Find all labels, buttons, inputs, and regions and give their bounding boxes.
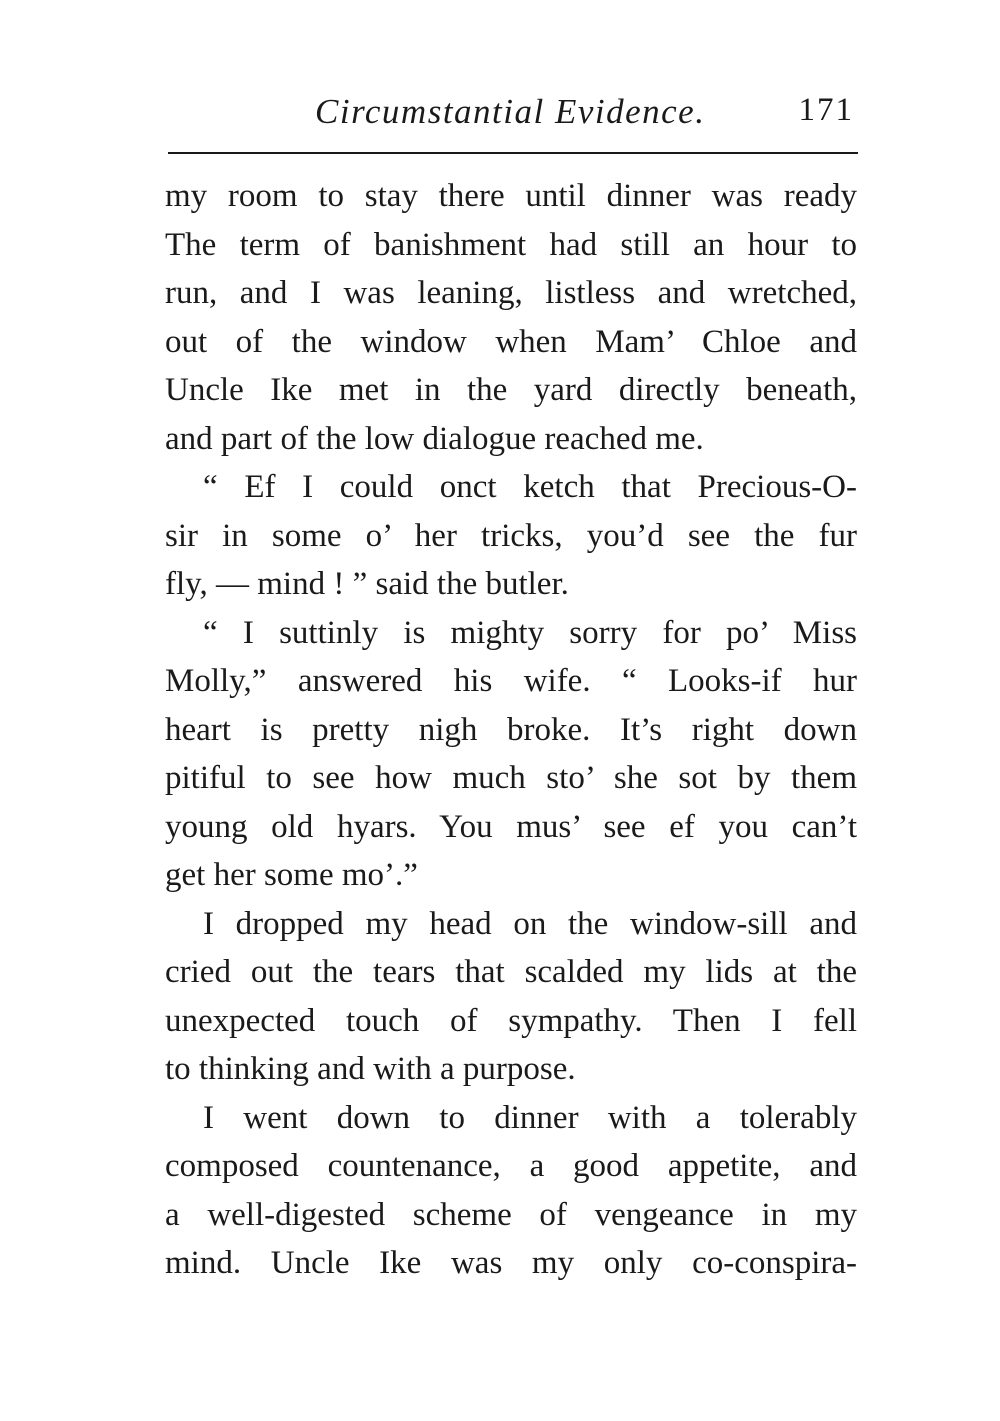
text-line: I went down to dinner with a tolerably: [203, 1099, 857, 1136]
text-line: fly, — mind ! ” said the butler.: [165, 566, 569, 602]
text-line: run, and I was leaning, listless and wretched,: [165, 275, 857, 311]
text-line: out of the window when Mam’ Chloe and: [165, 323, 857, 360]
text-line: cried out the tears that scalded my lids at the: [165, 954, 857, 990]
page-number: 171: [798, 92, 854, 128]
paragraph: [165, 1094, 857, 1288]
text-line: mind. Uncle Ike was my only co-conspira-: [165, 1245, 857, 1281]
text-line: get her some mo’.”: [165, 857, 418, 893]
text-line: unexpected touch of sympathy. Then I fell: [165, 1002, 857, 1039]
text-line: to thinking and with a purpose.: [165, 1051, 576, 1087]
text-line: composed countenance, a good appetite, and: [165, 1148, 857, 1184]
text-line: Uncle Ike met in the yard directly beneath,: [165, 372, 857, 408]
text-line: my room to stay there until dinner was ready: [165, 178, 857, 214]
text-line: pitiful to see how much sto’ she sot by them: [165, 760, 857, 796]
text-line: and part of the low dialogue reached me.: [165, 420, 704, 457]
text-line: sir in some o’ her tricks, you’d see the fur: [165, 517, 857, 554]
text-line: heart is pretty nigh broke. It’s right down: [165, 711, 857, 748]
body-text: [165, 172, 857, 1288]
text-line: “ I suttinly is mighty sorry for po’ Miss: [203, 614, 857, 651]
header-rule: [168, 152, 858, 154]
paragraph: [165, 463, 857, 609]
running-head: [165, 92, 860, 142]
text-line: I dropped my head on the window-sill and: [203, 905, 857, 942]
paragraph: [165, 609, 857, 900]
text-line: Molly,” answered his wife. “ Looks-if hur: [165, 663, 857, 699]
paragraph: [165, 900, 857, 1094]
text-line: a well-digested scheme of vengeance in my: [165, 1196, 857, 1233]
paragraph: [165, 172, 857, 463]
text-line: young old hyars. You mus’ see ef you can’t: [165, 808, 857, 845]
text-line: “ Ef I could onct ketch that Precious-O-: [203, 469, 857, 505]
text-line: The term of banishment had still an hour to: [165, 226, 857, 263]
running-title: Circumstantial Evidence.: [315, 92, 706, 131]
